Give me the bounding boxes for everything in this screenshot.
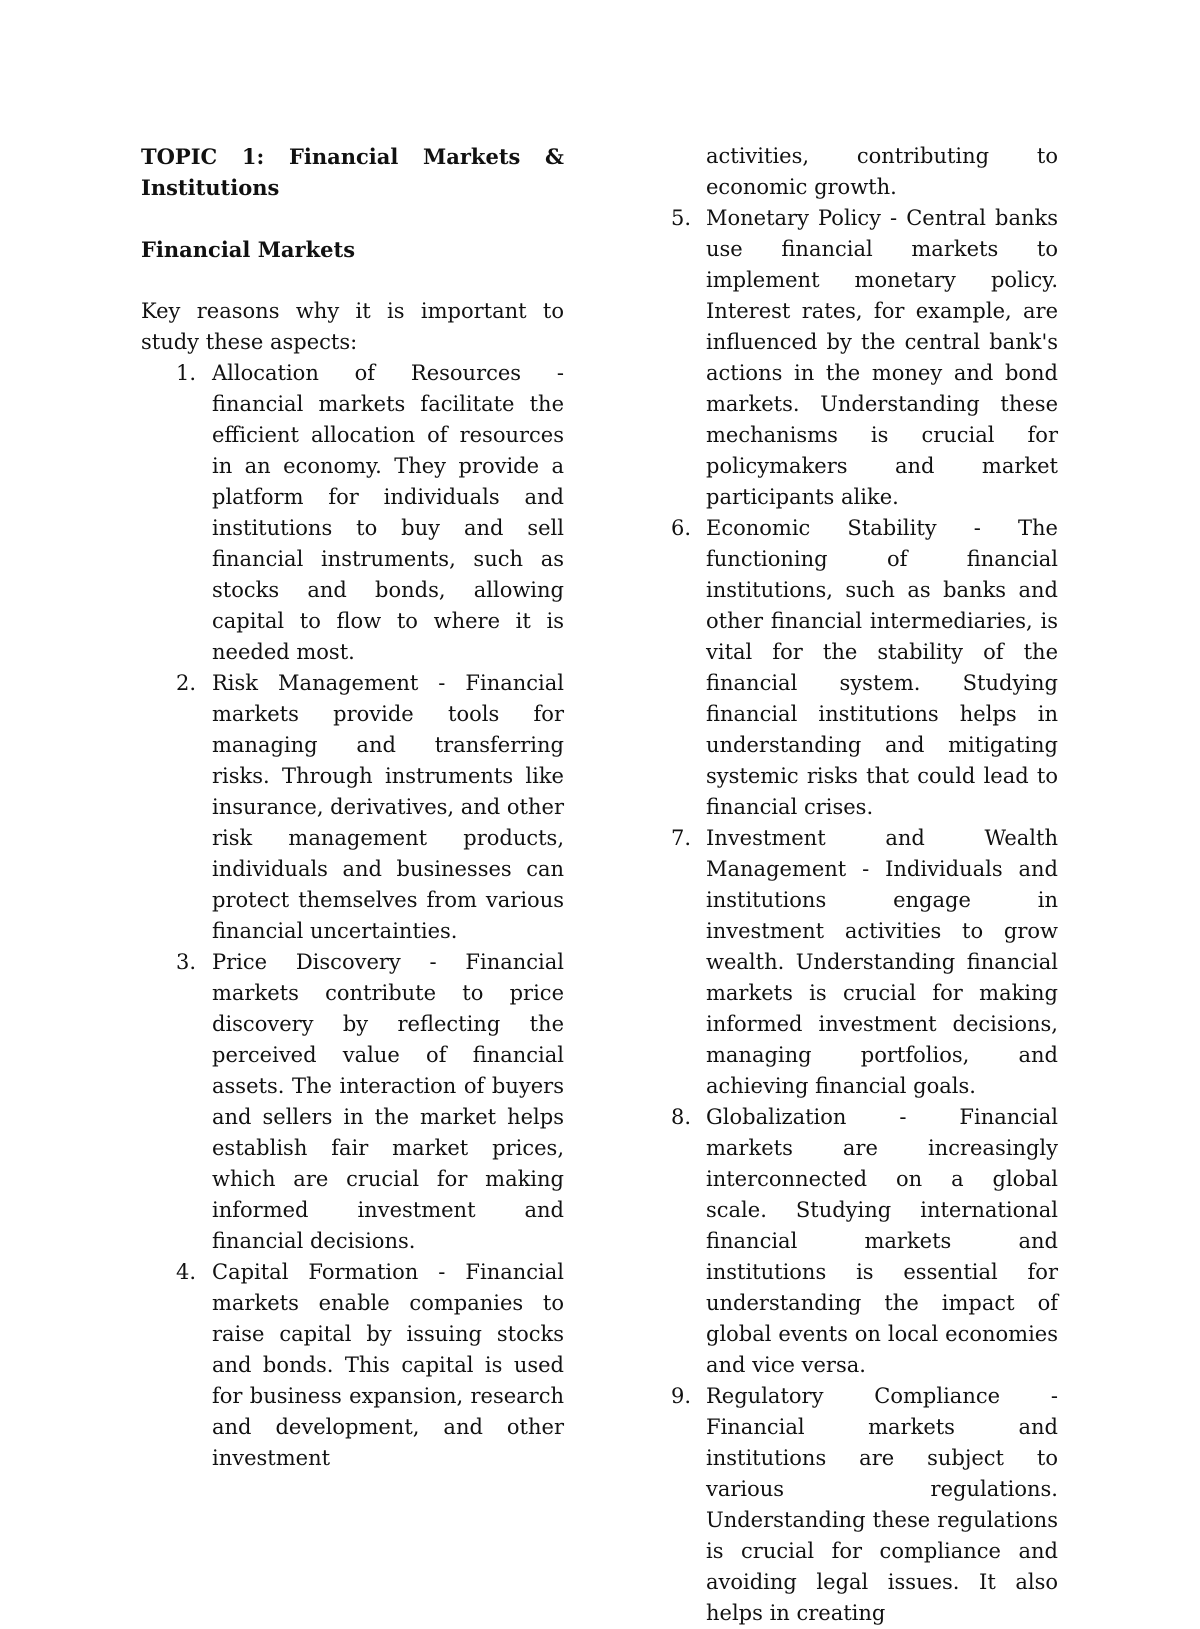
list-number: 3. — [176, 950, 197, 974]
list-item — [671, 1381, 1058, 1629]
list-number: 8. — [671, 1105, 692, 1129]
list-item-text: Price Discovery - Financial markets contribute to price discovery by reflecting the perceived value of financial assets. The interaction of buyers and sellers in the market helps establish fair market prices, which are crucial for making informed investment and financial decisions. — [212, 950, 564, 1253]
list-item-text: Risk Management - Financial markets provide tools for managing and transferring risks. Through instruments like insurance, derivatives, and other risk management products, individuals and businesses can protect themselves from various financial uncertainties. — [212, 671, 564, 943]
list-item-text: Monetary Policy - Central banks use financial markets to implement monetary policy. Interest rates, for example, are influenced by the central bank's actions in the money and bond markets. Understanding these mechanisms is crucial for policymakers and market participants alike. — [706, 206, 1058, 509]
list-item-text: Capital Formation - Financial markets enable companies to raise capital by issuing stocks and bonds. This capital is used for business expansion, research and development, and other investment — [212, 1260, 564, 1470]
reasons-list — [141, 358, 564, 1474]
list-item — [141, 668, 564, 947]
list-number: 7. — [671, 826, 692, 850]
list-item-text: Regulatory Compliance - Financial markets and institutions are subject to various regulations. Understanding these regulations is crucial for compliance and avoiding legal issues. It also helps in creating — [706, 1384, 1058, 1625]
section-heading: Financial Markets — [141, 237, 356, 262]
list-item-text: Investment and Wealth Management - Individuals and institutions engage in investment activities to grow wealth. Understanding financial markets is crucial for making informed investment decisions, managing portfolios, and achieving financial goals. — [706, 826, 1058, 1098]
list-item — [671, 1102, 1058, 1381]
topic-title: TOPIC 1: Financial Markets & Institutions — [141, 144, 564, 200]
left-column — [141, 141, 564, 1474]
list-item-continuation: activities, contributing to economic growth. — [706, 144, 1058, 199]
list-number: 2. — [176, 671, 197, 695]
intro-paragraph: Key reasons why it is important to study these aspects: — [141, 299, 564, 354]
list-item-text: Globalization - Financial markets are increasingly interconnected on a global scale. Studying international financial markets and institutions is essential for understanding the impact of global events on local economies and vice versa. — [706, 1105, 1058, 1377]
list-item — [671, 823, 1058, 1102]
right-column — [671, 141, 1058, 1629]
list-number: 5. — [671, 206, 692, 230]
list-item-text: Allocation of Resources - financial markets facilitate the efficient allocation of resources in an economy. They provide a platform for individuals and institutions to buy and sell financial instruments, such as stocks and bonds, allowing capital to flow to where it is needed most. — [212, 361, 564, 664]
list-number: 6. — [671, 516, 692, 540]
list-item — [141, 1257, 564, 1474]
list-item — [671, 513, 1058, 823]
list-number: 4. — [176, 1260, 197, 1284]
list-item-text: Economic Stability - The functioning of financial institutions, such as banks and other financial intermediaries, is vital for the stability of the financial system. Studying financial institutions helps in understanding and mitigating systemic risks that could lead to financial crises. — [706, 516, 1058, 819]
list-item — [141, 358, 564, 668]
list-number: 1. — [176, 361, 197, 385]
list-item — [141, 947, 564, 1257]
reasons-list-continued — [671, 203, 1058, 1629]
list-number: 9. — [671, 1384, 692, 1408]
list-item — [671, 203, 1058, 513]
